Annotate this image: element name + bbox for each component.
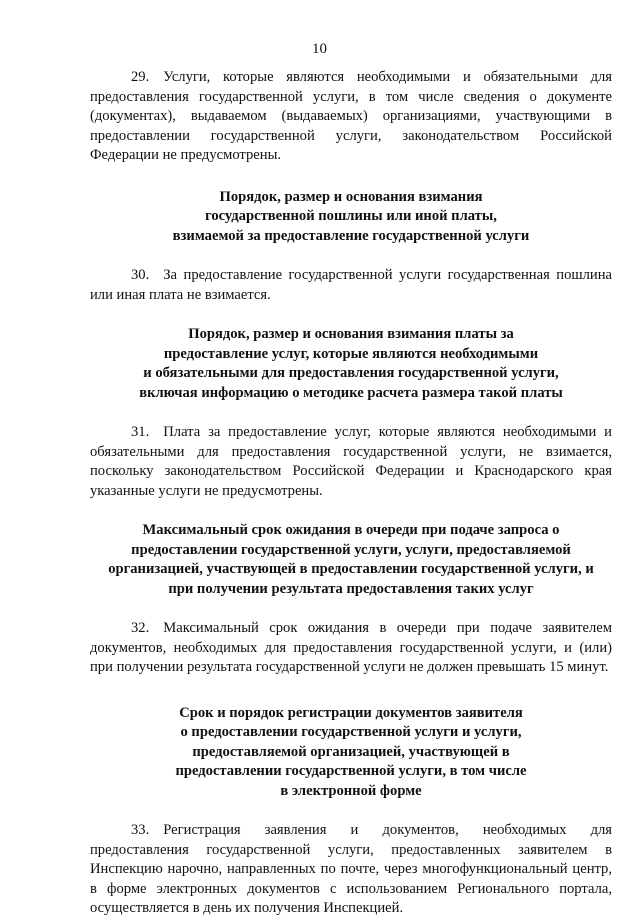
paragraph-32 [90,619,612,678]
page-number: 10 [312,41,327,57]
paragraph-number: 29. [131,69,150,85]
section-heading-service-fee [90,325,612,403]
heading-line: взимаемой за предоставление государственной услуги [172,227,530,244]
heading-line: включая информацию о методике расчета размера такой платы [139,384,563,401]
heading-line: Максимальный срок ожидания в очереди при подаче запроса о [142,522,560,538]
paragraph-number: 33. [131,822,150,838]
paragraph-text: За предоставление государственной услуги государственная пошлина или иная плата не взимается. [90,267,612,303]
paragraph-number: 32. [131,620,150,636]
paragraph-text: Услуги, которые являются необходимыми и обязательными для предоставления государственной услуги, в том числе сведения о документе (документах), выдаваемом (выдаваемых) организациями, участвующими в предоставлении государственной услуги, законодательством Российской Федерации не предусмотрены. [90,69,612,163]
paragraph-31 [90,423,612,501]
heading-line: Порядок, размер и основания взимания платы за [188,326,514,342]
paragraph-number: 31. [131,424,150,440]
paragraph-29 [90,68,612,166]
section-heading-registration [90,704,612,802]
heading-line: и обязательными для предоставления государственной услуги, [143,365,559,381]
heading-line: государственной пошлины или иной платы, [205,208,497,224]
heading-line: Срок и порядок регистрации документов заявителя [179,704,523,721]
section-heading-queue-time [90,521,612,599]
heading-line: предоставление услуг, которые являются необходимыми [163,345,539,362]
heading-line: о предоставлении государственной услуги и услуги, [180,724,522,740]
heading-line: предоставлении государственной услуги, услуги, предоставляемой [131,541,571,558]
heading-line: организацией, участвующей в предоставлении государственной услуги, и [108,561,594,577]
heading-line: при получении результата предоставления таких услуг [168,580,534,597]
heading-line: предоставляемой организацией, участвующей в [192,743,510,760]
paragraph-text: Плата за предоставление услуг, которые являются необходимыми и обязательными для предоставления государственной услуги, не взимается, поскольку законодательством Российской Федерации и Краснодарского края указанные услуги не предусмотрены. [90,424,612,499]
paragraph-text: Максимальный срок ожидания в очереди при подаче заявителем документов, необходимых для предоставления государственной услуги, и (или) при получении результата государственной услуги не должен превышать 15 минут. [90,620,612,675]
heading-line: в электронной форме [280,782,422,799]
document-body [90,68,612,919]
paragraph-33 [90,821,612,919]
paragraph-text: Регистрация заявления и документов, необходимых для предоставления государственной услуги, предоставленных заявителем в Инспекцию нарочно, направленных по почте, через многофункциональный центр, в форме электронных документов с использованием Регионального портала, осуществляется в день их получения Инспекцией. [90,822,612,916]
section-heading-state-fee [90,188,612,247]
paragraph-number: 30. [131,267,150,283]
heading-line: предоставлении государственной услуги, в том числе [175,763,527,779]
heading-line: Порядок, размер и основания взимания [219,188,483,205]
paragraph-30 [90,266,612,305]
